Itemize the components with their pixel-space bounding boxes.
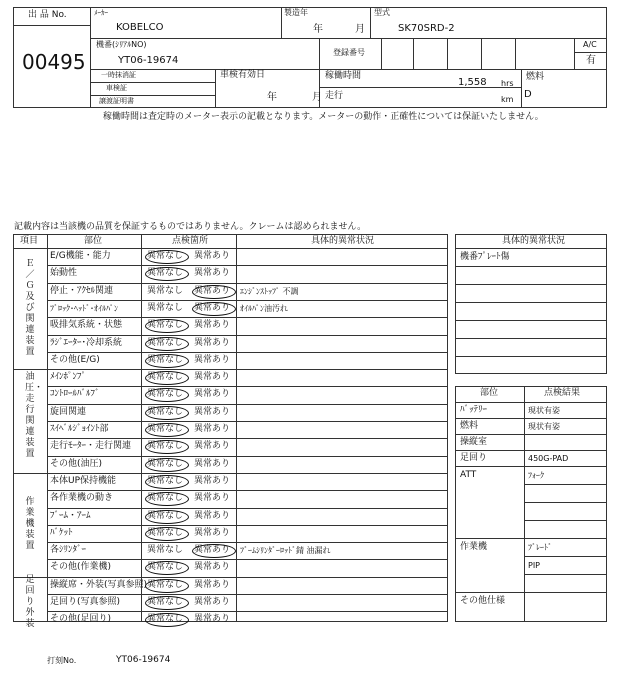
divider: [413, 38, 414, 69]
right-col-part: 部位: [480, 388, 499, 398]
divider: [90, 38, 607, 39]
row-divider: [524, 574, 607, 575]
col-item: 項目: [20, 236, 39, 246]
status-circle: [145, 250, 189, 264]
row-divider: [47, 317, 448, 318]
status-circle: [145, 475, 189, 489]
part-label: 本体UP保持機能: [50, 475, 117, 486]
status-circle: [145, 579, 189, 593]
status-ng-text: 異常あり: [194, 545, 231, 556]
row-divider: [47, 352, 448, 353]
group-label: Ｅ／Ｇ及び関連装置: [25, 259, 35, 358]
ac-value: 有: [586, 55, 596, 66]
battery-value: 現状有姿: [528, 406, 560, 415]
status-ok-text: 異常なし: [147, 527, 184, 538]
row-divider: [47, 594, 448, 595]
row-divider: [47, 438, 448, 439]
row-divider: [455, 356, 607, 357]
group-label: 足回り外装: [25, 575, 35, 630]
status-ng-text: 異常あり: [194, 614, 231, 625]
status-circle: [145, 613, 189, 627]
row-divider: [455, 466, 607, 467]
part-label: 各作業機の動き: [50, 493, 114, 504]
group-label: 作業機装置: [25, 497, 35, 552]
km-unit: km: [501, 95, 514, 104]
fuel-value: 現状有姿: [528, 422, 560, 431]
registration-label: 登録番号: [333, 48, 365, 57]
status-ok-text: 異常なし: [147, 493, 184, 504]
row-divider: [13, 577, 448, 578]
part-label: 吸排気系統・状態: [50, 320, 123, 331]
status-ng-text: 異常あり: [194, 458, 231, 469]
work-value: PIP: [528, 561, 541, 570]
status-ng-text: 異常あり: [194, 527, 231, 538]
row-divider: [455, 338, 607, 339]
divider: [515, 38, 516, 69]
maker-label: ﾒｰｶｰ: [94, 9, 108, 17]
serial-value: YT06-19674: [118, 55, 179, 66]
status-ng-text: 異常あり: [194, 354, 231, 365]
part-label: E/G機能・能力: [50, 251, 111, 261]
status-circle: [145, 337, 189, 351]
row-divider: [455, 434, 607, 435]
row-divider: [524, 556, 607, 557]
row-divider: [524, 520, 607, 521]
row-divider: [455, 402, 607, 403]
status-ok-text: 異常なし: [147, 579, 184, 590]
row-divider: [13, 369, 448, 370]
divider: [370, 7, 371, 38]
status-circle: [192, 302, 236, 316]
inspection-cert-label: 車検証: [106, 84, 127, 92]
status-ng-text: 異常あり: [194, 475, 231, 486]
status-ok-text: 異常なし: [147, 372, 184, 383]
transfer-cert-label: 譲渡証明書: [99, 97, 134, 105]
divider: [90, 7, 91, 108]
att-value: ﾌｫｰｸ: [528, 471, 544, 480]
divider: [574, 52, 607, 53]
part-label: その他(作業機): [50, 562, 112, 573]
col-part: 部位: [84, 236, 103, 246]
status-ng-text: 異常あり: [194, 389, 231, 400]
status-ng-text: 異常あり: [194, 493, 231, 504]
row-divider: [47, 404, 448, 405]
divider: [381, 38, 382, 69]
status-ng-text: 異常あり: [194, 251, 231, 261]
status-ng-text: 異常あり: [194, 337, 231, 348]
lot-number: 00495: [22, 50, 86, 74]
status-ok-text: 異常なし: [147, 389, 184, 400]
status-ok-text: 異常なし: [147, 285, 184, 296]
status-ng-text: 異常あり: [194, 597, 231, 607]
col-detail: 具体的異常状況: [311, 236, 375, 246]
lot-label: 出 品 No.: [28, 10, 67, 20]
status-ok-text: 異常なし: [147, 268, 184, 279]
status-circle: [192, 544, 236, 558]
model-value: SK70SRD-2: [398, 23, 455, 34]
status-ok-text: 異常なし: [147, 320, 184, 331]
divider: [281, 7, 282, 38]
detail-text: ｴﾝｼﾞﾝｽﾄｯﾌﾟ 不調: [240, 286, 299, 296]
status-ok-text: 異常なし: [147, 441, 184, 452]
detail-text: ｵｲﾙﾊﾟﾝ油汚れ: [240, 303, 288, 313]
inspection-tsuki: 月: [312, 92, 322, 103]
undercarriage-label: 足回り: [460, 453, 488, 463]
other-label: その他仕様: [460, 596, 506, 606]
header-frame: [13, 7, 607, 108]
status-ok-text: 異常なし: [147, 545, 184, 556]
divider: [47, 234, 48, 622]
row-divider: [455, 284, 607, 285]
status-ok-text: 異常なし: [147, 562, 184, 573]
part-label: ﾌﾞﾛｯｸ･ﾍｯﾄﾞ･ｵｲﾙﾊﾟﾝ: [50, 303, 118, 313]
part-label: 各ｼﾘﾝﾀﾞｰ: [50, 545, 87, 556]
status-ng-text: 異常あり: [194, 406, 231, 417]
part-label: ﾊﾞｹｯﾄ: [50, 527, 73, 538]
status-circle: [145, 423, 189, 437]
stamp-label: 打刻No.: [47, 656, 77, 665]
row-divider: [47, 335, 448, 336]
row-divider: [455, 450, 607, 451]
hours-value: 1,558: [458, 77, 487, 88]
status-ok-text: 異常なし: [147, 302, 184, 313]
status-ok-text: 異常なし: [147, 510, 184, 521]
divider: [13, 248, 448, 249]
travel-label: 走行: [325, 91, 344, 101]
divider: [90, 82, 215, 83]
row-divider: [47, 300, 448, 301]
status-ng-text: 異常あり: [194, 372, 231, 383]
battery-label: ﾊﾞｯﾃﾘｰ: [460, 405, 488, 415]
part-label: 旋回関連: [50, 406, 87, 417]
undercarriage-value: 450G-PAD: [528, 454, 569, 463]
status-ok-text: 異常なし: [147, 406, 184, 417]
status-ok-text: 異常なし: [147, 597, 184, 607]
status-ng-text: 異常あり: [194, 285, 231, 296]
issue-text: 機番ﾌﾟﾚｰﾄ傷: [460, 252, 510, 262]
status-ng-text: 異常あり: [194, 510, 231, 521]
status-ok-text: 異常なし: [147, 458, 184, 469]
fuel-value: D: [524, 89, 532, 100]
att-label: ATT: [460, 470, 477, 480]
status-circle: [145, 458, 189, 472]
temp-permit-label: 一時抹消証: [101, 71, 136, 79]
divider: [13, 25, 90, 26]
year-label: 製造年: [284, 8, 308, 17]
row-divider: [47, 456, 448, 457]
row-divider: [455, 320, 607, 321]
status-ok-text: 異常なし: [147, 354, 184, 365]
status-circle: [145, 510, 189, 524]
divider: [236, 234, 237, 622]
detail-text: ﾌﾞｰﾑｼﾘﾝﾀﾞｰﾛｯﾄﾞ錆 油漏れ: [240, 546, 331, 556]
divider: [319, 69, 607, 70]
divider: [521, 69, 522, 108]
year-tsuki: 月: [355, 24, 365, 35]
row-divider: [47, 508, 448, 509]
part-label: その他(足回り): [50, 614, 112, 625]
row-divider: [455, 266, 607, 267]
row-divider: [47, 421, 448, 422]
row-divider: [47, 386, 448, 387]
cab-label: 操縦室: [460, 437, 488, 447]
part-label: ﾒｲﾝﾎﾟﾝﾌﾟ: [50, 372, 87, 383]
year-nen: 年: [313, 24, 323, 35]
status-ng-text: 異常あり: [194, 302, 231, 313]
status-ng-text: 異常あり: [194, 268, 231, 279]
row-divider: [13, 473, 448, 474]
status-ng-text: 異常あり: [194, 441, 231, 452]
inspection-valid-label: 車検有効日: [220, 70, 266, 80]
status-ng-text: 異常あり: [194, 579, 231, 590]
divider: [455, 248, 607, 249]
part-label: 足回り(写真参照): [50, 597, 121, 607]
work-value: ﾌﾞﾚｰﾄﾞ: [528, 543, 552, 552]
hrs-unit: hrs: [501, 79, 514, 88]
divider: [90, 95, 215, 96]
row-divider: [455, 538, 607, 539]
divider: [481, 38, 482, 69]
part-label: ｽｲﾍﾞﾙｼﾞｮｲﾝﾄ部: [50, 424, 109, 434]
model-label: 型式: [374, 8, 390, 17]
serial-label: 機番(ｼﾘｱﾙNO): [96, 40, 147, 49]
status-circle: [192, 285, 236, 299]
row-divider: [47, 283, 448, 284]
row-divider: [455, 592, 607, 593]
fuel-label: 燃料: [460, 421, 479, 431]
disclaimer: 記載内容は当該機の品質を保証するものではありません。クレームは認められません。: [14, 222, 367, 232]
part-label: 始動性: [50, 268, 78, 279]
divider: [215, 69, 216, 108]
row-divider: [524, 502, 607, 503]
part-label: 操縦席・外装(写真参照): [50, 579, 148, 590]
row-divider: [47, 559, 448, 560]
part-label: ﾗｼﾞｴｰﾀｰ･冷却系統: [50, 337, 123, 348]
status-ok-text: 異常なし: [147, 337, 184, 348]
status-ok-text: 異常なし: [147, 475, 184, 486]
hours-label: 稼働時間: [325, 71, 362, 81]
right-issue-title: 具体的異常状況: [502, 236, 566, 246]
part-label: その他(E/G): [50, 354, 100, 365]
ac-label: A/C: [583, 40, 597, 49]
status-circle: [145, 527, 189, 541]
status-ng-text: 異常あり: [194, 562, 231, 573]
group-label: 油圧・走行関連装置: [25, 371, 44, 459]
stamp-value: YT06-19674: [116, 655, 171, 665]
part-label: ﾌﾞｰﾑ・ｱｰﾑ: [50, 510, 91, 521]
row-divider: [524, 484, 607, 485]
divider: [141, 234, 142, 622]
status-ng-text: 異常あり: [194, 320, 231, 331]
fuel-label: 燃料: [526, 72, 545, 82]
row-divider: [455, 418, 607, 419]
status-ok-text: 異常なし: [147, 424, 184, 434]
right-col-result: 点検結果: [544, 388, 581, 398]
col-check: 点検箇所: [172, 236, 209, 246]
part-label: その他(油圧): [50, 458, 103, 469]
row-divider: [47, 490, 448, 491]
row-divider: [455, 302, 607, 303]
status-circle: [145, 371, 189, 385]
row-divider: [47, 525, 448, 526]
inspection-nen: 年: [267, 92, 277, 103]
divider: [447, 38, 448, 69]
part-label: ｺﾝﾄﾛｰﾙﾊﾞﾙﾌﾞ: [50, 389, 100, 400]
status-circle: [145, 354, 189, 368]
status-circle: [145, 596, 189, 610]
row-divider: [47, 611, 448, 612]
divider: [574, 38, 575, 69]
meter-note: 稼働時間は査定時のメーター表示の記載となります。メーターの動作・正確性については保証いたしません。: [103, 112, 544, 122]
status-ng-text: 異常あり: [194, 424, 231, 434]
status-circle: [145, 406, 189, 420]
work-label: 作業機: [460, 542, 488, 552]
part-label: 停止・ｱｸｾﾙ関連: [50, 285, 114, 296]
divider: [319, 87, 521, 88]
status-ok-text: 異常なし: [147, 614, 184, 625]
part-label: 走行ﾓｰﾀｰ・走行関連: [50, 441, 132, 452]
divider: [524, 386, 525, 622]
row-divider: [47, 265, 448, 266]
row-divider: [47, 542, 448, 543]
maker-value: KOBELCO: [116, 22, 164, 33]
divider: [90, 69, 319, 70]
status-ok-text: 異常なし: [147, 251, 184, 261]
